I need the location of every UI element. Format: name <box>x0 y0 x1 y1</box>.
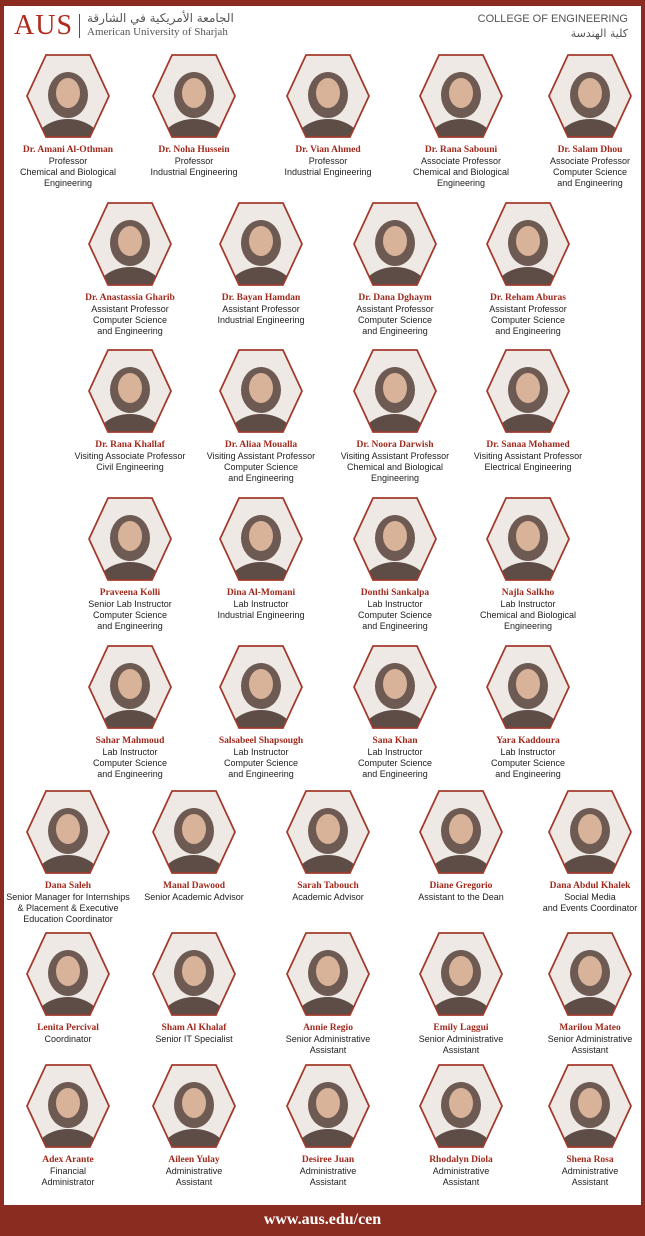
portrait-icon <box>352 201 438 287</box>
portrait-icon <box>547 789 633 875</box>
staff-name: Dr. Salam Dhou <box>557 145 623 155</box>
staff-name: Dr. Rana Sabouni <box>424 145 498 155</box>
staff-department: Computer Science <box>357 315 433 325</box>
staff-card <box>65 644 195 780</box>
portrait-icon <box>151 789 237 875</box>
staff-department: Computer Science <box>92 315 168 325</box>
staff-card <box>3 931 133 1045</box>
staff-title: Visiting Assistant Professor <box>206 451 316 461</box>
staff-title: Senior Administrative <box>285 1034 371 1044</box>
staff-department: Administrator <box>41 1177 95 1187</box>
staff-card <box>525 931 645 1056</box>
staff-department: and Events Coordinator <box>542 903 638 913</box>
staff-card <box>396 789 526 903</box>
staff-department: Engineering <box>43 178 93 188</box>
staff-name: Dr. Anastassia Gharib <box>85 293 175 303</box>
aus-logo: AUS <box>14 10 74 41</box>
portrait-icon <box>418 53 504 139</box>
staff-title: Senior Administrative <box>418 1034 504 1044</box>
portrait-icon <box>218 201 304 287</box>
staff-department: Computer Science <box>552 167 628 177</box>
staff-department: Industrial Engineering <box>150 167 238 177</box>
portrait-icon <box>218 644 304 730</box>
staff-name: Yara Kaddoura <box>496 736 560 746</box>
portrait-icon <box>418 1063 504 1149</box>
staff-title: Coordinator <box>44 1034 92 1044</box>
staff-name: Donthi Sankalpa <box>360 588 430 598</box>
staff-department: Chemical and Biological <box>479 610 577 620</box>
staff-department: Industrial Engineering <box>217 610 305 620</box>
portrait-icon <box>151 1063 237 1149</box>
portrait-icon <box>352 644 438 730</box>
portrait-icon <box>547 931 633 1017</box>
staff-department: Electrical Engineering <box>484 462 572 472</box>
staff-department: Computer Science <box>357 758 433 768</box>
staff-department: Engineering <box>503 621 553 631</box>
staff-name: Praveena Kolli <box>99 588 161 598</box>
staff-department: Chemical and Biological <box>19 167 117 177</box>
staff-title: Associate Professor <box>420 156 502 166</box>
staff-title: Assistant to the Dean <box>418 892 504 902</box>
portrait-icon <box>547 1063 633 1149</box>
college-name-arabic: كلية الهندسة <box>570 27 628 40</box>
staff-name: Sham Al Khalaf <box>161 1023 227 1033</box>
staff-name: Rhodalyn Diola <box>429 1155 493 1165</box>
staff-name: Dina Al-Momani <box>226 588 296 598</box>
portrait-icon <box>285 789 371 875</box>
staff-name: Salsabeel Shapsough <box>218 736 304 746</box>
staff-card <box>196 201 326 326</box>
staff-title: Associate Professor <box>549 156 631 166</box>
staff-card <box>3 789 133 925</box>
portrait-icon <box>87 348 173 434</box>
staff-department: Computer Science <box>92 758 168 768</box>
staff-department: Assistant <box>442 1045 480 1055</box>
staff-title: Administrative <box>432 1166 490 1176</box>
staff-name: Dr. Noha Hussein <box>158 145 230 155</box>
staff-card <box>396 53 526 189</box>
staff-title: Financial <box>49 1166 87 1176</box>
portrait-icon <box>87 644 173 730</box>
staff-card <box>196 348 326 484</box>
staff-title: Lab Instructor <box>500 747 556 757</box>
staff-title: Visiting Assistant Professor <box>340 451 450 461</box>
college-name-english: COLLEGE OF ENGINEERING <box>477 13 628 25</box>
staff-title: Social Media <box>564 892 616 902</box>
staff-department: and Engineering <box>97 621 163 631</box>
staff-title: Senior Administrative <box>547 1034 633 1044</box>
staff-name: Manal Dawood <box>162 881 226 891</box>
staff-card <box>525 53 645 189</box>
staff-department: Assistant <box>309 1177 347 1187</box>
portrait-icon <box>485 496 571 582</box>
staff-name: Dana Abdul Khalek <box>549 881 631 891</box>
portrait-icon <box>25 789 111 875</box>
staff-name: Shena Rosa <box>566 1155 614 1165</box>
staff-department: Assistant <box>442 1177 480 1187</box>
portrait-icon <box>25 53 111 139</box>
staff-title: Assistant Professor <box>489 304 567 314</box>
staff-name: Dr. Sanaa Mohamed <box>486 440 570 450</box>
staff-department: & Placement & Executive <box>17 903 119 913</box>
website-url[interactable]: www.aus.edu/cen <box>263 1211 382 1228</box>
staff-card <box>330 496 460 632</box>
staff-department: Industrial Engineering <box>217 315 305 325</box>
staff-title: Senior Lab Instructor <box>88 599 172 609</box>
portrait-icon <box>285 53 371 139</box>
staff-name: Dr. Noora Darwish <box>356 440 434 450</box>
staff-card <box>263 53 393 178</box>
portrait-icon <box>485 644 571 730</box>
staff-name: Desiree Juan <box>301 1155 355 1165</box>
portrait-icon <box>25 1063 111 1149</box>
staff-department: Engineering <box>436 178 486 188</box>
staff-title: Professor <box>174 156 214 166</box>
staff-department: Engineering <box>370 473 420 483</box>
staff-card <box>330 644 460 780</box>
staff-name: Dr. Bayan Hamdan <box>221 293 301 303</box>
staff-department: and Engineering <box>362 769 428 779</box>
staff-title: Lab Instructor <box>367 747 423 757</box>
staff-name: Lenita Percival <box>37 1023 99 1033</box>
staff-name: Marilou Mateo <box>559 1023 621 1033</box>
staff-card <box>129 1063 259 1188</box>
staff-card <box>463 496 593 632</box>
staff-card <box>65 201 195 337</box>
staff-department: Assistant <box>571 1177 609 1187</box>
staff-card <box>396 1063 526 1188</box>
staff-name: Aileen Yulay <box>168 1155 220 1165</box>
staff-name: Adex Arante <box>42 1155 94 1165</box>
logo-divider <box>79 14 80 38</box>
portrait-icon <box>485 201 571 287</box>
staff-department: Education Coordinator <box>23 914 113 924</box>
staff-card <box>3 1063 133 1188</box>
staff-department: Computer Science <box>490 315 566 325</box>
staff-name: Dana Saleh <box>44 881 92 891</box>
staff-card <box>463 201 593 337</box>
staff-card <box>129 53 259 178</box>
portrait-icon <box>218 348 304 434</box>
staff-card <box>263 1063 393 1188</box>
staff-name: Najla Salkho <box>501 588 555 598</box>
staff-card <box>65 348 195 473</box>
staff-department: Computer Science <box>357 610 433 620</box>
staff-title: Senior Manager for Internships <box>6 892 130 902</box>
staff-name: Dr. Amani Al-Othman <box>22 145 114 155</box>
staff-title: Lab Instructor <box>233 599 289 609</box>
staff-card <box>463 644 593 780</box>
staff-department: Civil Engineering <box>96 462 164 472</box>
staff-name: Sahar Mahmoud <box>95 736 165 746</box>
portrait-icon <box>352 348 438 434</box>
staff-name: Sana Khan <box>372 736 418 746</box>
staff-department: Assistant <box>175 1177 213 1187</box>
staff-name: Dr. Vian Ahmed <box>295 145 361 155</box>
portrait-icon <box>151 931 237 1017</box>
portrait-icon <box>285 1063 371 1149</box>
staff-title: Assistant Professor <box>356 304 434 314</box>
staff-department: Chemical and Biological <box>412 167 510 177</box>
portrait-icon <box>285 931 371 1017</box>
staff-department: Assistant <box>309 1045 347 1055</box>
staff-name: Annie Regio <box>303 1023 353 1033</box>
portrait-icon <box>151 53 237 139</box>
staff-name: Dr. Aliaa Moualla <box>224 440 298 450</box>
portrait-icon <box>87 496 173 582</box>
staff-title: Lab Instructor <box>500 599 556 609</box>
staff-department: Chemical and Biological <box>346 462 444 472</box>
staff-card <box>3 53 133 189</box>
staff-card <box>263 789 393 903</box>
staff-department: and Engineering <box>362 621 428 631</box>
staff-department: and Engineering <box>228 769 294 779</box>
staff-title: Administrative <box>299 1166 357 1176</box>
portrait-icon <box>547 53 633 139</box>
portrait-icon <box>352 496 438 582</box>
staff-department: and Engineering <box>495 769 561 779</box>
staff-card <box>65 496 195 632</box>
top-border <box>0 0 645 6</box>
portrait-icon <box>418 931 504 1017</box>
staff-title: Lab Instructor <box>102 747 158 757</box>
staff-title: Visiting Associate Professor <box>74 451 186 461</box>
staff-department: Computer Science <box>92 610 168 620</box>
staff-card <box>129 931 259 1045</box>
staff-title: Visiting Assistant Professor <box>473 451 583 461</box>
staff-card <box>330 348 460 484</box>
staff-card <box>330 201 460 337</box>
staff-name: Emily Laggui <box>433 1023 489 1033</box>
staff-title: Academic Advisor <box>292 892 364 902</box>
staff-title: Administrative <box>165 1166 223 1176</box>
staff-department: and Engineering <box>495 326 561 336</box>
footer-bar <box>0 1205 645 1236</box>
staff-title: Assistant Professor <box>222 304 300 314</box>
staff-title: Senior Academic Advisor <box>144 892 244 902</box>
staff-title: Lab Instructor <box>233 747 289 757</box>
staff-title: Professor <box>308 156 348 166</box>
staff-department: and Engineering <box>97 769 163 779</box>
staff-department: and Engineering <box>228 473 294 483</box>
university-name-arabic: الجامعة الأمريكية في الشارقة <box>87 11 234 25</box>
staff-department: Computer Science <box>223 462 299 472</box>
staff-name: Dr. Dana Dghaym <box>358 293 432 303</box>
staff-title: Lab Instructor <box>367 599 423 609</box>
staff-card <box>525 789 645 914</box>
staff-department: Computer Science <box>490 758 566 768</box>
staff-name: Sarah Tabouch <box>297 881 359 891</box>
staff-name: Dr. Rana Khallaf <box>95 440 165 450</box>
portrait-icon <box>218 496 304 582</box>
staff-card <box>263 931 393 1056</box>
portrait-icon <box>418 789 504 875</box>
staff-card <box>196 496 326 621</box>
staff-title: Senior IT Specialist <box>155 1034 233 1044</box>
staff-department: Computer Science <box>223 758 299 768</box>
staff-card <box>525 1063 645 1188</box>
staff-card <box>129 789 259 903</box>
staff-card <box>396 931 526 1056</box>
staff-department: and Engineering <box>362 326 428 336</box>
portrait-icon <box>87 201 173 287</box>
staff-title: Administrative <box>561 1166 619 1176</box>
staff-card <box>196 644 326 780</box>
staff-title: Professor <box>48 156 88 166</box>
staff-card <box>463 348 593 473</box>
university-name-english: American University of Sharjah <box>87 26 228 38</box>
staff-department: Assistant <box>571 1045 609 1055</box>
staff-title: Assistant Professor <box>91 304 169 314</box>
staff-name: Diane Gregorio <box>429 881 493 891</box>
portrait-icon <box>25 931 111 1017</box>
staff-name: Dr. Reham Aburas <box>490 293 566 303</box>
staff-department: and Engineering <box>97 326 163 336</box>
staff-department: and Engineering <box>557 178 623 188</box>
staff-department: Industrial Engineering <box>284 167 372 177</box>
portrait-icon <box>485 348 571 434</box>
